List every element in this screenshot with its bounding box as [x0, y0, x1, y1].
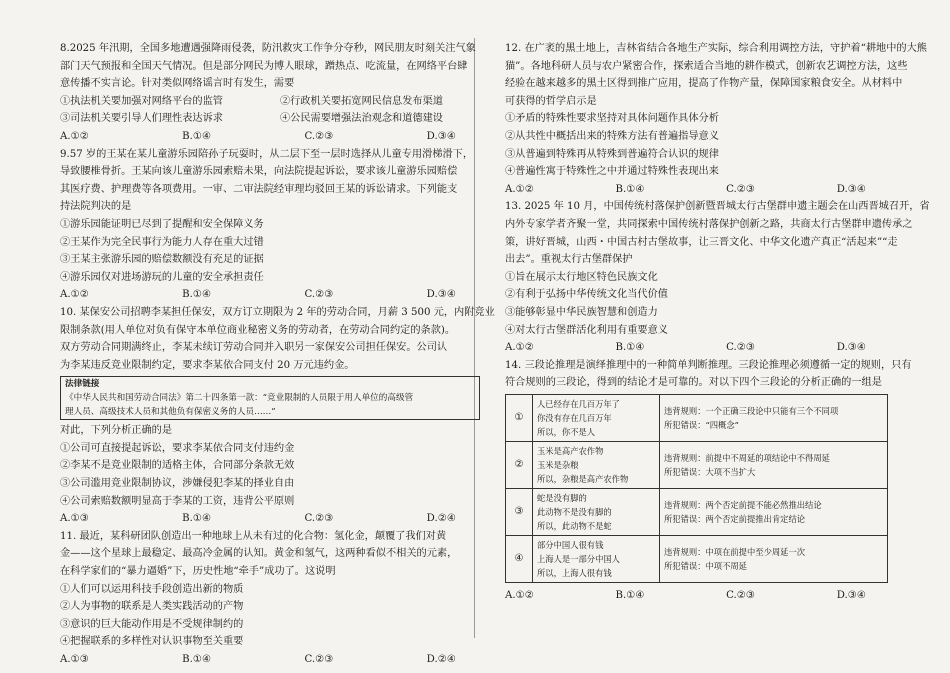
row-number: ④: [506, 535, 533, 582]
q10-option: ①公司可直接提起诉讼，要求李某依合同支付违约金: [60, 442, 295, 454]
table-row: [506, 535, 888, 582]
row-number: ②: [506, 441, 533, 488]
q8-option: ②行政机关要拓宽网民信息发布渠道: [280, 95, 443, 107]
q12-option: ②从共性中概括出来的特殊方法有普遍指导意义: [505, 130, 719, 142]
q11-choices: [60, 651, 480, 669]
q8-options-row: [60, 93, 480, 111]
q11-stem-line: 在科学家们的“暴力逼婚”下，历史性地“牵手”成功了。这说明: [60, 566, 336, 578]
q12-stem-line: 猫”。各地科研人员与农户紧密合作，探索适合当地的耕作模式，创新农艺调控方法，这些: [505, 60, 908, 72]
choice-a[interactable]: A.①②: [505, 342, 534, 354]
q10-option: ②李某不是竞业限制的适格主体，合同部分条款无效: [60, 460, 295, 472]
row-number: ③: [506, 488, 533, 535]
choice-a[interactable]: A.①③: [60, 654, 89, 665]
q12-option: ③从普遍到特殊再从特殊到普遍符合认识的规律: [505, 148, 719, 160]
choice-b[interactable]: B.①④: [182, 513, 212, 525]
q9-stem-line: 9.57 岁的王某在某儿童游乐园陪孙子玩耍时，从二层下至一层时选择从儿童专用滑梯滑下，: [60, 148, 474, 160]
q12-option: ①矛盾的特殊性要求坚持对具体问题作具体分析: [505, 113, 719, 125]
choice-b[interactable]: B.①④: [182, 654, 212, 665]
premises-cell: [533, 394, 660, 441]
q12-stem-line: 12. 在广袤的黑土地上，吉林省结合各地生产实际，综合利用调控方法，守护着“耕地中的大熊: [505, 43, 927, 54]
choice-a[interactable]: A.①②: [60, 289, 89, 301]
choice-d[interactable]: D.③④: [836, 589, 866, 601]
q8-option: ③司法机关要引导人们理性表达诉求: [60, 113, 223, 125]
choice-c[interactable]: C.②③: [304, 513, 334, 525]
q10-option: ④公司索赔数额明显高于李某的工资，违背公平原则: [60, 495, 295, 507]
choice-a[interactable]: A.①②: [60, 130, 89, 142]
analysis-line: 所犯错误：中项不周延: [664, 560, 747, 571]
analysis-line: 违背规则：两个否定前提不能必然推出结论: [664, 499, 822, 510]
q14-stem-line: 符合规则的三段论，得到的结论才是可靠的。对以下四个三段论的分析正确的一组是: [505, 377, 882, 389]
q13-stem-line: 出去”。重视太行古堡群保护: [505, 254, 633, 266]
analysis-line: 所犯错误：“四概念”: [664, 419, 739, 430]
choice-a[interactable]: A.①②: [505, 183, 534, 195]
q13-choices: [505, 339, 890, 357]
choice-d[interactable]: D.③④: [836, 183, 866, 195]
q10-ask: 对此，下列分析正确的是: [60, 425, 173, 437]
question-12: [505, 40, 927, 198]
q9-stem-line: 其医疗费、护理费等各项费用。一审、二审法院经审理均驳回王某的诉讼请求。下列能支: [60, 183, 458, 195]
q9-option: ③王某主张游乐园的赔偿数额没有充足的证据: [60, 254, 264, 266]
choice-d[interactable]: D.③④: [426, 130, 456, 142]
q10-option: ③公司滥用竞业限制协议，涉嫌侵犯李某的择业自由: [60, 478, 295, 490]
q8-stem-line: 部门天气预报和全国天气情况。但是部分网民为博人眼球，蹭热点、吃流量，在网络平台肆: [60, 60, 468, 72]
choice-d[interactable]: D.③④: [426, 289, 456, 301]
choice-c[interactable]: C.②③: [304, 654, 334, 665]
syllogism-table: [505, 394, 888, 583]
q10-stem-line: 10. 某保安公司招聘李某担任保安，双方订立期限为 2 年的劳动合同，月薪 3 500 元，内附竞业: [60, 306, 495, 318]
q11-option: ③意识的巨大能动作用是不受规律制约的: [60, 618, 244, 630]
premise-line: 蛇是没有脚的: [537, 492, 587, 503]
q9-stem-line: 持法院判决的是: [60, 201, 132, 213]
q13-stem-line: 策，讲好晋城，山西・中国古村古堡故事，让三晋文化、中华文化遗产真正“活起来”“走: [505, 236, 898, 248]
question-8: [60, 40, 480, 146]
q9-choices: [60, 286, 480, 304]
q10-choices: [60, 510, 480, 528]
choice-b[interactable]: B.①④: [615, 183, 645, 195]
right-column: [505, 40, 930, 604]
q12-stem-line: 经验在越来越多的黑土区得到推广应用，提高了作物产量，保障国家粮食安全。从材料中: [505, 78, 903, 90]
q12-stem-line: 可获得的哲学启示是: [505, 95, 597, 107]
choice-b[interactable]: B.①④: [615, 342, 645, 354]
analysis-line: 违背规则：前提中不周延的项结论中不得周延: [664, 452, 830, 463]
choice-c[interactable]: C.②③: [726, 183, 756, 195]
analysis-cell: [660, 535, 888, 582]
q8-stem-line: 8.2025 年汛期，全国多地遭遇强降雨侵袭，防汛救灾工作争分夺秒，网民朋友时刻关注气象: [60, 43, 476, 54]
law-link-box: [60, 376, 480, 420]
analysis-line: 违背规则：一个正确三段论中只能有三个不同项: [664, 405, 839, 416]
law-link-text: 理人员、高级技术人员和其他负有保密义务的人员……”: [65, 407, 276, 418]
choice-b[interactable]: B.①④: [182, 289, 212, 301]
q10-stem-line: 为李某违反竞业限制约定，要求李某依合同支付 20 万元违约金。: [60, 359, 355, 371]
law-link-title: 法律链接: [65, 379, 100, 390]
choice-b[interactable]: B.①④: [182, 130, 212, 142]
q13-option: ③能够彰显中华民族智慧和创造力: [505, 306, 658, 318]
row-number: ①: [506, 394, 533, 441]
analysis-line: 违背规则：中项在前提中至少周延一次: [664, 546, 806, 557]
q14-choices: [505, 587, 890, 605]
question-9: [60, 146, 480, 304]
q9-stem-line: 导致腰椎骨折。王某向该儿童游乐园索赔未果，向法院提起诉讼，要求该儿童游乐园赔偿: [60, 166, 458, 178]
premise-line: 所以，杂粮是高产农作物: [537, 473, 629, 484]
q8-options-row: [60, 110, 480, 128]
q9-option: ①游乐园能证明已尽到了提醒和安全保障义务: [60, 218, 264, 230]
choice-c[interactable]: C.②③: [726, 342, 756, 354]
premise-line: 你没有存在几百万年: [537, 412, 612, 423]
q9-option: ②王某作为完全民事行为能力人存在重大过错: [60, 236, 264, 248]
question-14: [505, 357, 912, 605]
premises-cell: [533, 535, 660, 582]
q11-option: ①人们可以运用科技手段创造出新的物质: [60, 583, 244, 595]
premises-cell: [533, 488, 660, 535]
q9-option: ④游乐园仅对进场游玩的儿童的安全承担责任: [60, 271, 264, 283]
question-10: [60, 304, 495, 528]
q13-stem-line: 内外专家学者齐聚一堂，共同探索中国传统村落保护创新之路，共商太行古堡群申遗传承之: [505, 218, 913, 230]
choice-d[interactable]: D.②④: [426, 654, 456, 665]
choice-d[interactable]: D.②④: [426, 513, 456, 525]
left-column: [60, 40, 495, 669]
q13-option: ①旨在展示太行地区特色民族文化: [505, 271, 658, 283]
q13-option: ②有利于弘扬中华传统文化当代价值: [505, 289, 668, 301]
q13-stem-line: 13. 2025 年 10 月，中国传统村落保护创新暨晋城太行古堡群申遗主题会在山西晋城召开，省: [505, 201, 930, 213]
analysis-line: 所犯错误：大项不当扩大: [664, 466, 756, 477]
q11-stem-line: 金——这个星球上最稳定、最高冷金属的认知。黄金和氢气，这两种看似不相关的元素，: [60, 548, 458, 560]
choice-a[interactable]: A.①②: [505, 589, 534, 601]
premise-line: 此动物不是没有脚的: [537, 506, 612, 517]
premise-line: 玉米是高产农作物: [537, 445, 604, 456]
q8-option: ④公民需要增强法治观念和道德建设: [280, 113, 443, 125]
premises-cell: [533, 441, 660, 488]
premise-line: 所以，上海人很有钱: [537, 567, 612, 578]
q8-option: ①执法机关要加强对网络平台的监管: [60, 95, 223, 107]
table-row: [506, 441, 888, 488]
q11-option: ②人为事物的联系是人类实践活动的产物: [60, 601, 244, 613]
analysis-cell: [660, 441, 888, 488]
choice-c[interactable]: C.②③: [726, 589, 756, 601]
q12-choices: [505, 181, 890, 199]
q8-stem-line: 意传播不实言论。针对类似网络谣言时有发生，需要: [60, 78, 295, 90]
choice-c[interactable]: C.②③: [304, 289, 334, 301]
premise-line: 部分中国人很有钱: [537, 539, 604, 550]
premise-line: 所以，你不是人: [537, 426, 596, 437]
question-13: [505, 198, 930, 356]
q11-option: ④把握联系的多样性对认识事物至关重要: [60, 636, 244, 648]
q11-stem-line: 11. 最近，某科研团队创造出一种地球上从未有过的化合物：氢化金，颠覆了我们对黄: [60, 530, 447, 542]
law-link-text: 《中华人民共和国劳动合同法》第二十四条第一款：“竞业限制的人员限于用人单位的高级管: [65, 393, 414, 404]
premise-line: 上海人是一部分中国人: [537, 553, 620, 564]
premise-line: 玉米是杂粮: [537, 459, 579, 470]
q14-stem-line: 14. 三段论推理是演绎推理中的一种简单判断推理。三段论推理必须遵循一定的规则，只有: [505, 359, 912, 371]
q10-stem-line: 双方劳动合同期满终止，李某未续订劳动合同并入职另一家保安公司担任保安。公司认: [60, 342, 448, 354]
analysis-cell: [660, 394, 888, 441]
choice-b[interactable]: B.①④: [615, 589, 645, 601]
premise-line: 人已经存在几百万年了: [537, 398, 620, 409]
premise-line: 所以，此动物不是蛇: [537, 520, 612, 531]
q10-stem-line: 限制条款(用人单位对负有保守本单位商业秘密义务的劳动者，在劳动合同约定的条款)。: [60, 324, 456, 336]
choice-d[interactable]: D.③④: [836, 342, 866, 354]
table-row: [506, 394, 888, 441]
choice-a[interactable]: A.①③: [60, 513, 89, 525]
analysis-cell: [660, 488, 888, 535]
choice-c[interactable]: C.②③: [304, 130, 334, 142]
table-row: [506, 488, 888, 535]
q13-option: ④对太行古堡群活化利用有重要意义: [505, 324, 668, 336]
analysis-line: 所犯错误：两个否定前提推出肯定结论: [664, 513, 806, 524]
question-11: [60, 528, 480, 669]
q8-choices: [60, 128, 480, 146]
q12-option: ④普遍性寓于特殊性之中并通过特殊性表现出来: [505, 166, 719, 178]
